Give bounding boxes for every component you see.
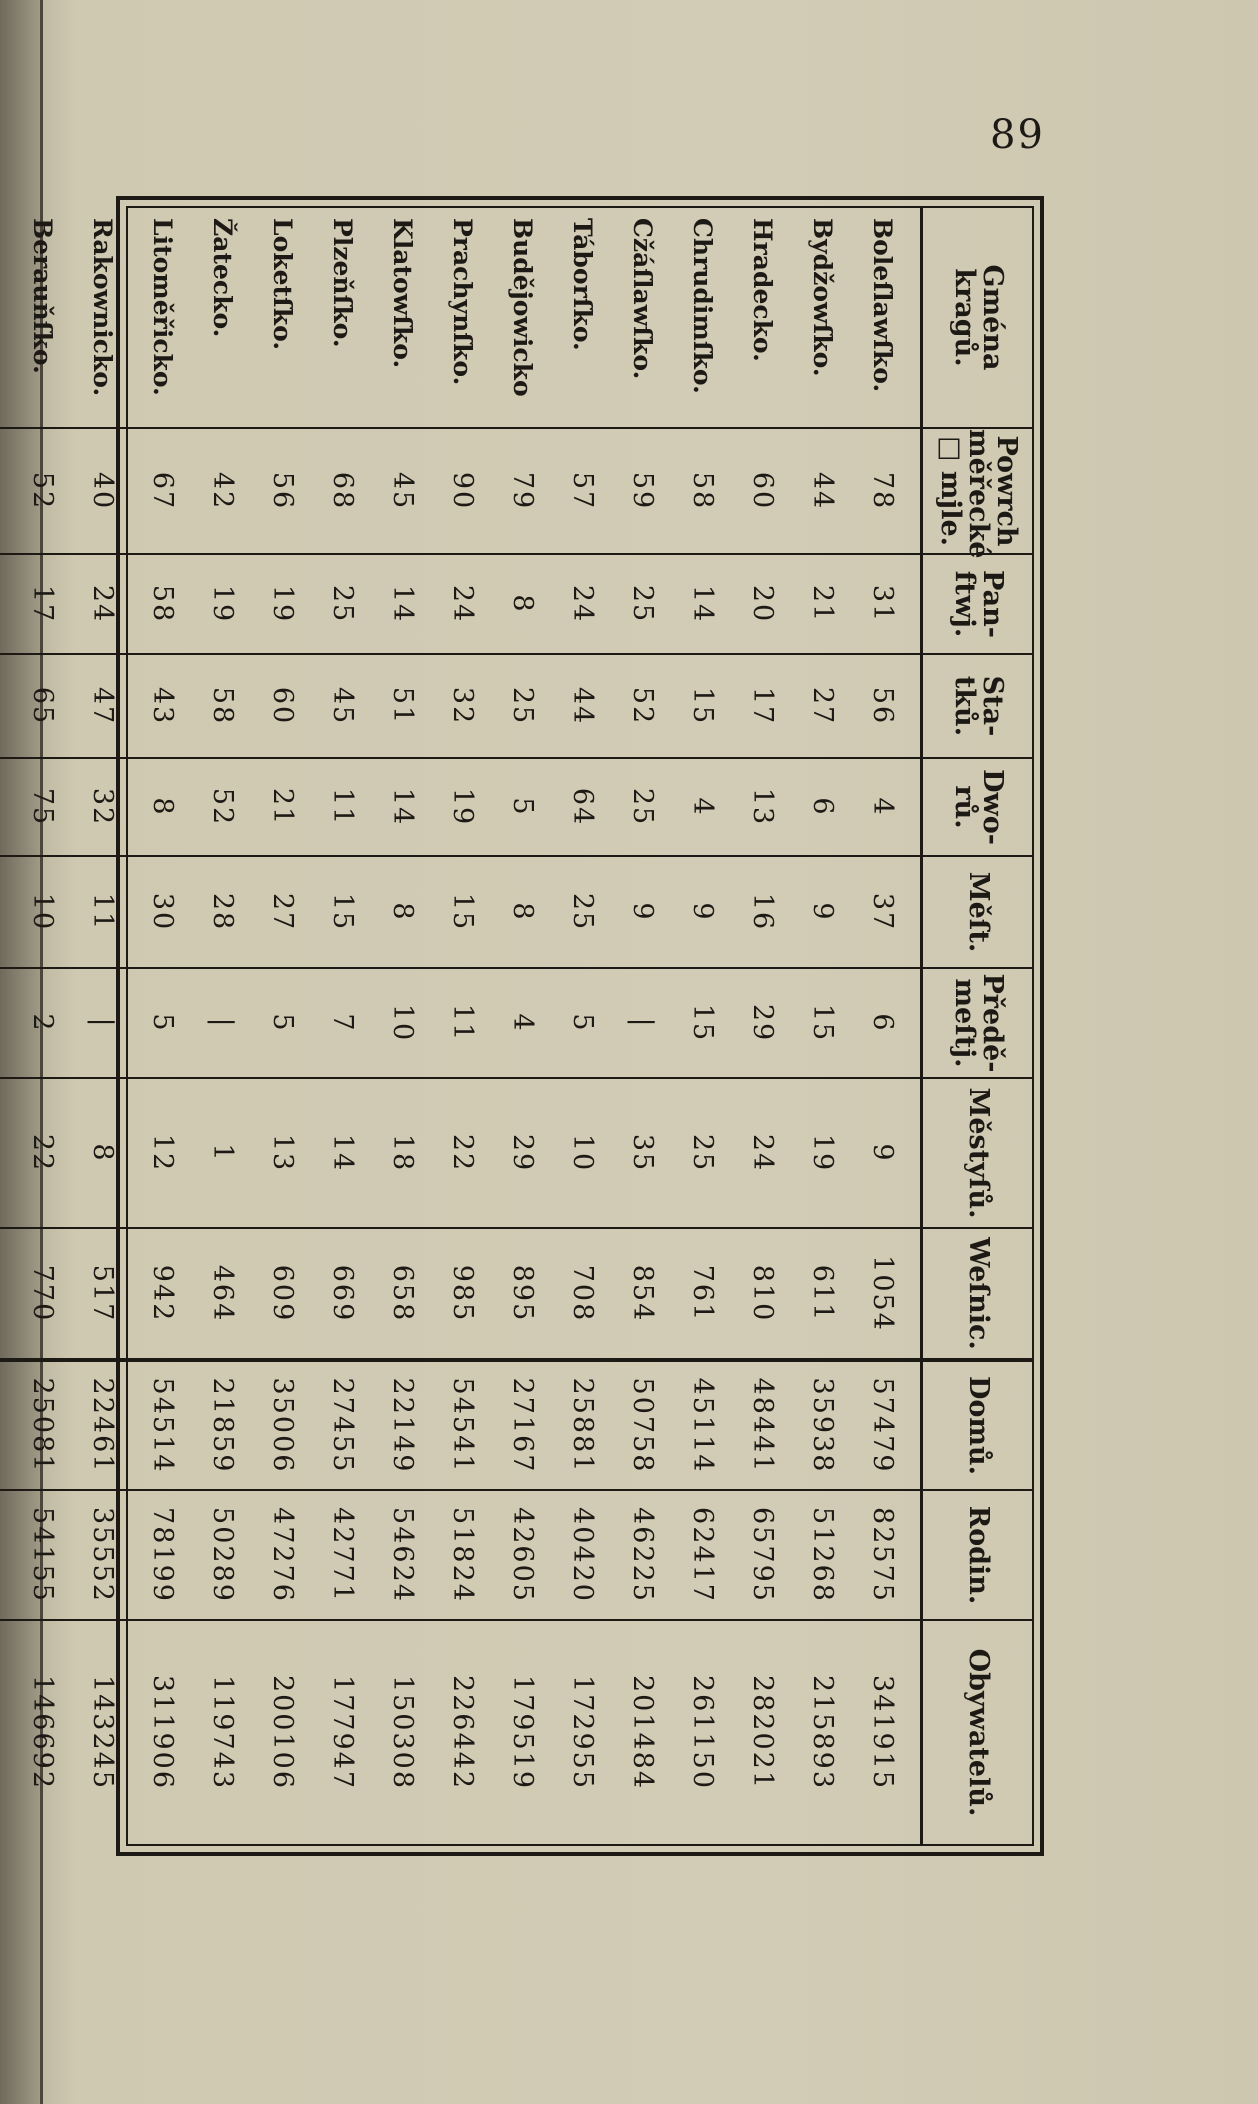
table-cell: 611 bbox=[793, 1228, 853, 1360]
table-cell: 4 bbox=[853, 758, 923, 856]
table-header-row bbox=[922, 208, 1032, 1844]
table-cell: 9 bbox=[673, 856, 733, 968]
table-cell: 24 bbox=[433, 554, 493, 654]
table-cell: 52 bbox=[193, 758, 253, 856]
table-cell: 119743 bbox=[193, 1620, 253, 1844]
table-cell: 11 bbox=[313, 758, 373, 856]
table-cell: 42 bbox=[193, 428, 253, 554]
table-row bbox=[13, 208, 73, 1844]
table-row bbox=[433, 208, 493, 1844]
table-cell bbox=[0, 856, 13, 968]
table-cell bbox=[0, 554, 13, 654]
table-cell: 4 bbox=[673, 758, 733, 856]
table-cell: 177947 bbox=[313, 1620, 373, 1844]
table-cell: 21859 bbox=[193, 1360, 253, 1490]
table-cell: 37 bbox=[853, 856, 923, 968]
table-row bbox=[373, 208, 433, 1844]
table-cell: 20 bbox=[733, 554, 793, 654]
table-cell: 215893 bbox=[793, 1620, 853, 1844]
table-row bbox=[253, 208, 313, 1844]
region-name-cell: Boleſlawſko. bbox=[868, 218, 898, 393]
header-estates bbox=[922, 554, 1032, 654]
table-cell: 24 bbox=[73, 554, 133, 654]
table-cell: 770 bbox=[13, 1228, 73, 1360]
table-cell: 44 bbox=[793, 428, 853, 554]
rotated-table-container bbox=[27, 196, 1044, 1856]
table-cell: 19 bbox=[193, 554, 253, 654]
header-line: Dwo- bbox=[976, 769, 1008, 845]
header-villages bbox=[922, 1228, 1032, 1360]
table-cell: 56 bbox=[853, 654, 923, 758]
table-cell: 13 bbox=[733, 758, 793, 856]
statistics-table bbox=[0, 208, 1032, 1844]
table-cell: 48441 bbox=[733, 1360, 793, 1490]
header-manors bbox=[922, 654, 1032, 758]
table-cell: 46225 bbox=[613, 1490, 673, 1620]
header-line: Domů. bbox=[962, 1375, 994, 1476]
table-cell: | bbox=[193, 968, 253, 1078]
header-line: Weſnic. bbox=[962, 1237, 994, 1350]
table-cell: 43 bbox=[133, 654, 193, 758]
table-cell: 58 bbox=[193, 654, 253, 758]
table-cell: 79 bbox=[493, 428, 553, 554]
header-line: Rodin. bbox=[962, 1505, 994, 1605]
table-cell: 985 bbox=[433, 1228, 493, 1360]
table-cell: 50289 bbox=[193, 1490, 253, 1620]
table-cell: 5 bbox=[253, 968, 313, 1078]
table-cell: 28 bbox=[193, 856, 253, 968]
table-cell bbox=[0, 1228, 13, 1360]
table-cell: 464 bbox=[193, 1228, 253, 1360]
header-region bbox=[922, 208, 1032, 428]
table-cell: 90 bbox=[433, 428, 493, 554]
table-cell: 57479 bbox=[853, 1360, 923, 1490]
table-cell: 14 bbox=[313, 1078, 373, 1228]
region-name-cell: Budějowicko bbox=[508, 218, 538, 397]
table-cell: 517 bbox=[73, 1228, 133, 1360]
table-cell: 78199 bbox=[133, 1490, 193, 1620]
table-cell: 40420 bbox=[553, 1490, 613, 1620]
table-cell: 146692 bbox=[13, 1620, 73, 1844]
table-cell: 200106 bbox=[253, 1620, 313, 1844]
header-line: Gména bbox=[976, 264, 1008, 371]
table-row bbox=[313, 208, 373, 1844]
table-cell: 65795 bbox=[733, 1490, 793, 1620]
table-cell: 341915 bbox=[853, 1620, 923, 1844]
table-cell: 35938 bbox=[793, 1360, 853, 1490]
header-families bbox=[922, 1490, 1032, 1620]
table-cell: 25 bbox=[673, 1078, 733, 1228]
region-name-cell: Bydžowſko. bbox=[808, 218, 838, 377]
table-cell: 2 bbox=[13, 968, 73, 1078]
table-cell: 6 bbox=[793, 758, 853, 856]
header-line: kragů. bbox=[948, 268, 980, 367]
table-cell: 56 bbox=[253, 428, 313, 554]
table-cell: 47276 bbox=[253, 1490, 313, 1620]
table-row bbox=[73, 208, 133, 1844]
table-cell: 15 bbox=[793, 968, 853, 1078]
table-cell: 57 bbox=[553, 428, 613, 554]
header-line: □ mjle. bbox=[934, 435, 966, 547]
table-cell: 29 bbox=[733, 968, 793, 1078]
header-farms bbox=[922, 758, 1032, 856]
header-line: Pan- bbox=[976, 570, 1008, 638]
table-cell: 21 bbox=[793, 554, 853, 654]
table-cell: 261150 bbox=[673, 1620, 733, 1844]
table-cell bbox=[0, 1078, 13, 1228]
table-cell: 65 bbox=[13, 654, 73, 758]
header-market-towns bbox=[922, 1078, 1032, 1228]
table-cell: 25 bbox=[613, 554, 673, 654]
table-cell: 25 bbox=[493, 654, 553, 758]
table-cell: 42605 bbox=[493, 1490, 553, 1620]
table-cell: 25 bbox=[613, 758, 673, 856]
table-cell bbox=[0, 1490, 13, 1620]
table-cell: 15 bbox=[313, 856, 373, 968]
table-cell: 25 bbox=[313, 554, 373, 654]
table-cell: | bbox=[613, 968, 673, 1078]
table-cell: 12 bbox=[133, 1078, 193, 1228]
table-cell: 42771 bbox=[313, 1490, 373, 1620]
table-cell: 15 bbox=[433, 856, 493, 968]
table-cell: 45 bbox=[313, 654, 373, 758]
table-cell: 54155 bbox=[13, 1490, 73, 1620]
table-cell: 24 bbox=[733, 1078, 793, 1228]
region-name-cell: Litoměřicko. bbox=[148, 218, 178, 396]
table-cell: 45 bbox=[373, 428, 433, 554]
table-cell: 22149 bbox=[373, 1360, 433, 1490]
table-cell: 143245 bbox=[73, 1620, 133, 1844]
header-suburbs bbox=[922, 968, 1032, 1078]
table-cell: 54541 bbox=[433, 1360, 493, 1490]
table-cell: 172955 bbox=[553, 1620, 613, 1844]
table-cell: 25081 bbox=[13, 1360, 73, 1490]
table-cell: 68 bbox=[313, 428, 373, 554]
table-cell bbox=[0, 758, 13, 856]
table-cell: 11 bbox=[73, 856, 133, 968]
table-cell bbox=[0, 1360, 13, 1490]
table-cell: 5 bbox=[553, 968, 613, 1078]
header-inhabitants bbox=[922, 1620, 1032, 1844]
table-row bbox=[553, 208, 613, 1844]
table-cell: 47 bbox=[73, 654, 133, 758]
region-name-cell: Cžáſlawſko. bbox=[628, 218, 658, 380]
table-cell: 1 bbox=[193, 1078, 253, 1228]
table-cell: 22 bbox=[433, 1078, 493, 1228]
region-name-cell: Rakownicko. bbox=[88, 218, 118, 397]
table-cell: 64 bbox=[553, 758, 613, 856]
table-row bbox=[0, 208, 13, 1844]
table-cell: 40 bbox=[73, 428, 133, 554]
table-cell: 44 bbox=[553, 654, 613, 758]
table-cell: 761 bbox=[673, 1228, 733, 1360]
table-cell: 9 bbox=[853, 1078, 923, 1228]
region-name-cell: Plzeňſko. bbox=[328, 218, 358, 348]
header-line: ftwj. bbox=[948, 570, 980, 638]
table-cell: 150308 bbox=[373, 1620, 433, 1844]
table-cell: 22461 bbox=[73, 1360, 133, 1490]
table-cell: 67 bbox=[133, 428, 193, 554]
header-line: Powrch bbox=[990, 435, 1022, 547]
table-cell: 609 bbox=[253, 1228, 313, 1360]
table-row bbox=[493, 208, 553, 1844]
region-name-cell: Chrudimſko. bbox=[688, 218, 718, 394]
table-cell: 282021 bbox=[733, 1620, 793, 1844]
table-cell: 9 bbox=[613, 856, 673, 968]
table-cell: 27 bbox=[253, 856, 313, 968]
table-row bbox=[613, 208, 673, 1844]
table-cell: 5 bbox=[133, 968, 193, 1078]
table-cell bbox=[0, 1620, 13, 1844]
table-cell: 60 bbox=[253, 654, 313, 758]
table-cell: 35 bbox=[613, 1078, 673, 1228]
table-cell: 226442 bbox=[433, 1620, 493, 1844]
table-cell: 19 bbox=[793, 1078, 853, 1228]
header-line: rů. bbox=[948, 785, 980, 829]
table-cell: 78 bbox=[853, 428, 923, 554]
table-cell: 14 bbox=[673, 554, 733, 654]
table-cell: 8 bbox=[493, 856, 553, 968]
table-cell: 15 bbox=[673, 654, 733, 758]
table-cell: 201484 bbox=[613, 1620, 673, 1844]
table-cell bbox=[0, 654, 13, 758]
table-cell: 5 bbox=[493, 758, 553, 856]
header-towns bbox=[922, 856, 1032, 968]
region-name-cell: Prachynſko. bbox=[448, 218, 478, 386]
table-cell: 27167 bbox=[493, 1360, 553, 1490]
table-cell: 54514 bbox=[133, 1360, 193, 1490]
table-cell bbox=[0, 968, 13, 1078]
table-cell: 10 bbox=[373, 968, 433, 1078]
table-cell: 54624 bbox=[373, 1490, 433, 1620]
table-cell: 179519 bbox=[493, 1620, 553, 1844]
table-cell: 50758 bbox=[613, 1360, 673, 1490]
table-cell: 24 bbox=[553, 554, 613, 654]
header-line: Sta- bbox=[976, 675, 1008, 737]
table-cell: 14 bbox=[373, 554, 433, 654]
table-cell: 30 bbox=[133, 856, 193, 968]
table-cell: 19 bbox=[433, 758, 493, 856]
table-cell: 51268 bbox=[793, 1490, 853, 1620]
table-cell: 45114 bbox=[673, 1360, 733, 1490]
table-cell: 895 bbox=[493, 1228, 553, 1360]
table-cell: 669 bbox=[313, 1228, 373, 1360]
table-cell: 32 bbox=[73, 758, 133, 856]
header-line: meſtj. bbox=[948, 978, 980, 1068]
table-cell: 82575 bbox=[853, 1490, 923, 1620]
table-cell: 51824 bbox=[433, 1490, 493, 1620]
table-cell: 810 bbox=[733, 1228, 793, 1360]
table-cell: 32 bbox=[433, 654, 493, 758]
table-cell: 4 bbox=[493, 968, 553, 1078]
page-number: 89 bbox=[990, 112, 1045, 158]
region-name-cell: Klatowſko. bbox=[388, 218, 418, 369]
table-cell: 35552 bbox=[73, 1490, 133, 1620]
table-cell: 35006 bbox=[253, 1360, 313, 1490]
table-cell: 15 bbox=[673, 968, 733, 1078]
header-line: Městyſů. bbox=[962, 1087, 994, 1219]
table-cell: 52 bbox=[13, 428, 73, 554]
table-row bbox=[793, 208, 853, 1844]
table-cell: 58 bbox=[673, 428, 733, 554]
table-cell: 854 bbox=[613, 1228, 673, 1360]
table-cell: 1054 bbox=[853, 1228, 923, 1360]
table-cell: 27455 bbox=[313, 1360, 373, 1490]
header-area bbox=[922, 428, 1032, 559]
table-cell bbox=[0, 428, 13, 554]
table-cell: 58 bbox=[133, 554, 193, 654]
table-cell: 8 bbox=[133, 758, 193, 856]
table-cell: 13 bbox=[253, 1078, 313, 1228]
table-cell: 29 bbox=[493, 1078, 553, 1228]
table-cell: 17 bbox=[733, 654, 793, 758]
table-cell: 10 bbox=[553, 1078, 613, 1228]
table-cell: 52 bbox=[613, 654, 673, 758]
region-name-cell: Berauňſko. bbox=[28, 218, 58, 374]
table-row bbox=[673, 208, 733, 1844]
table-cell: 18 bbox=[373, 1078, 433, 1228]
table-cell: 8 bbox=[493, 554, 553, 654]
table-cell: 25881 bbox=[553, 1360, 613, 1490]
table-cell: 8 bbox=[73, 1078, 133, 1228]
table-cell: 59 bbox=[613, 428, 673, 554]
table-cell: 10 bbox=[13, 856, 73, 968]
table-cell: 21 bbox=[253, 758, 313, 856]
table-row bbox=[193, 208, 253, 1844]
table-row bbox=[853, 208, 923, 1844]
region-name-cell: Loketſko. bbox=[268, 218, 298, 351]
region-name-cell bbox=[0, 208, 13, 428]
table-cell: 7 bbox=[313, 968, 373, 1078]
table-cell: 19 bbox=[253, 554, 313, 654]
table-cell: 8 bbox=[373, 856, 433, 968]
table-cell: 60 bbox=[733, 428, 793, 554]
table-cell: 51 bbox=[373, 654, 433, 758]
header-line: Obywatelů. bbox=[962, 1648, 994, 1817]
table-cell: 6 bbox=[853, 968, 923, 1078]
table-cell: 11 bbox=[433, 968, 493, 1078]
table-cell: 16 bbox=[733, 856, 793, 968]
table-row bbox=[133, 208, 193, 1844]
table-cell: 75 bbox=[13, 758, 73, 856]
table-body bbox=[0, 208, 922, 1844]
header-line: měřecké bbox=[962, 429, 994, 559]
table-cell: 22 bbox=[13, 1078, 73, 1228]
header-line: tků. bbox=[948, 675, 980, 737]
header-line: Předě- bbox=[976, 973, 1008, 1073]
table-cell: 17 bbox=[13, 554, 73, 654]
region-name-cell: Táborſko. bbox=[568, 218, 598, 351]
table-cell: 708 bbox=[553, 1228, 613, 1360]
table-cell: 9 bbox=[793, 856, 853, 968]
table-cell: 62417 bbox=[673, 1490, 733, 1620]
table-cell: 311906 bbox=[133, 1620, 193, 1844]
region-name-cell: Hradecko. bbox=[748, 218, 778, 362]
header-houses bbox=[922, 1360, 1032, 1490]
table-cell: | bbox=[73, 968, 133, 1078]
table-cell: 31 bbox=[853, 554, 923, 654]
table-cell: 14 bbox=[373, 758, 433, 856]
header-line: Měſt. bbox=[962, 871, 994, 953]
table-row bbox=[733, 208, 793, 1844]
table-cell: 942 bbox=[133, 1228, 193, 1360]
table-cell: 25 bbox=[553, 856, 613, 968]
table-cell: 658 bbox=[373, 1228, 433, 1360]
table-cell: 27 bbox=[793, 654, 853, 758]
region-name-cell: Žatecko. bbox=[208, 218, 238, 338]
